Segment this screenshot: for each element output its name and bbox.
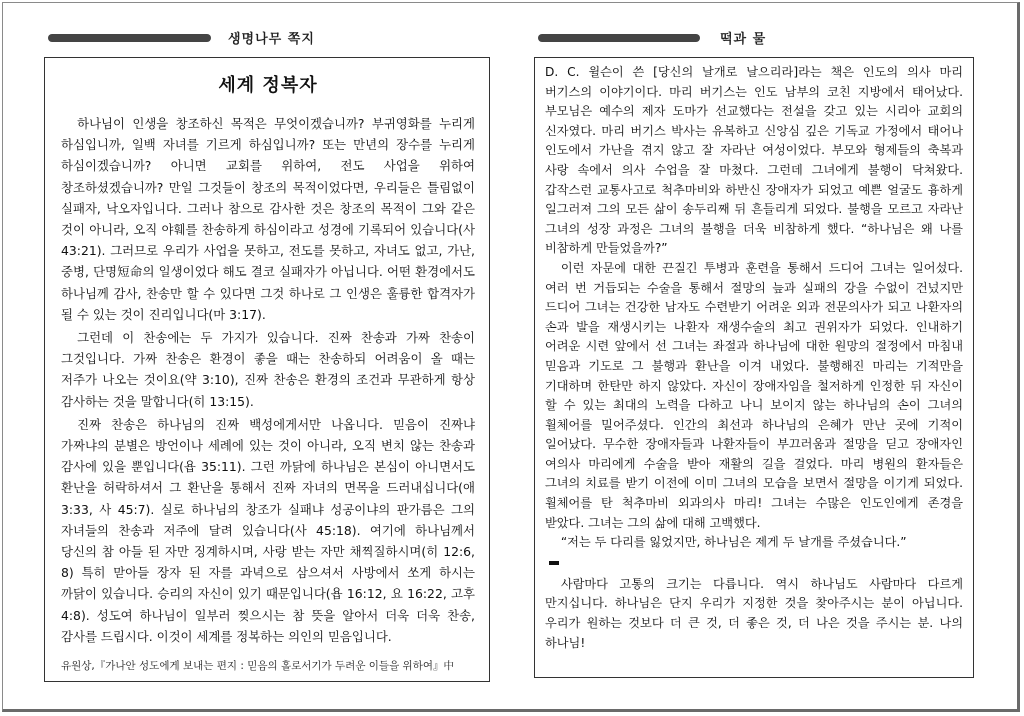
paragraph: 사람마다 고통의 크기는 다릅니다. 역시 하나님도 사람마다 다르게 만지십니다. 하나님은 단지 우리가 지정한 것을 찾아주시는 분이 아닙니다. 우리가 원하는 것보다 더 큰 것, 더 좋은 것, 더 나은 것을 주시는 분. 나의 하나님! [545, 576, 963, 650]
section-divider-mark [549, 561, 559, 565]
quote-paragraph: “저는 두 다리를 잃었지만, 하나님은 제게 두 날개를 주셨습니다.” [560, 535, 907, 550]
paragraph: 진짜 찬송은 하나님의 진짜 백성에게서만 나옵니다. 믿음이 진짜냐 가짜냐의 분별은 방언이나 세례에 있는 것이 아니라, 오직 변치 않는 찬송과 감사에 있을 뿐입니다(욥 35:11). 그런 까닭에 하나님은 본심이 아니면서도 환난을 허락하셔서 그 환난을 통해서 진짜 자녀의 면목을 드러내십니다(애 3:33, 사 45:7). 실로 하나님의 창조가 실패냐 성공이냐의 판가름은 그의 자녀들의 찬송과 저주에 달려 있습니다(사 45:18). 여기에 하나님께서 당신의 참 아들 된 자만 징계하시며, 사랑 받는 자만 채찍질하시며(히 12:6, 8) 특히 맏아들 장자 된 자를 과녁으로 삼으셔서 사방에서 쏘게 하시는 까닭이 있습니다. 승리의 자신이 있기 때문입니다(욥 16:12, 요 16:22, 고후 4:8). 성도여 하나님이 일부러 찢으시는 참 뜻을 알아서 더욱 더욱 찬송, 감사를 드립시다. 이것이 세계를 정복하는 의인의 믿음입니다. [61, 416, 475, 644]
left-header-title: 생명나무 쪽지 [228, 32, 315, 47]
article-title: 세계 정복자 [218, 75, 318, 96]
source-citation: 유원상,『가나안 성도에게 보내는 편지 : 믿음의 홀로서기가 두려운 이들을 위하여』中 [61, 660, 454, 672]
paragraph: 이런 자문에 대한 끈질긴 투병과 훈련을 통해서 드디어 그녀는 일어섰다. 여러 번 거듭되는 수술을 통해서 절망의 늪과 실패의 강을 수없이 건넜지만 드디어 그녀는 건강한 남자도 수련받기 어려운 외과 전문의사가 되고 나환자의 손과 발을 재생시키는 나환자 재생수술의 최고 권위자가 되었다. 인내하기 어려운 시련 앞에서 선 그녀는 좌절과 하나님에 대한 원망의 절정에서 마침내 믿음과 기도로 그 불행과 환난을 이겨 내었다. 불행해진 마리는 기적만을 기대하며 한탄만 하지 않았다. 자신이 장애자임을 철저하게 인정한 뒤 자신이 할 수 있는 최대의 노력을 다하고 나니 보이지 않는 하나님의 손이 그녀의 휠체어를 밀어주셨다. 인간의 최선과 하나님의 은혜가 만난 곳에 기적이 일어났다. 무수한 장애자들과 나환자들이 부끄러움과 절망을 딛고 장애자인 여의사 마리에게 수술을 받아 재활의 길을 걸었다. 마리 병원의 환자들은 그녀의 치료를 받기 이전에 이미 그녀의 모습을 보면서 절망을 이기게 되었다. 휠체어를 탄 척추마비 외과의사 마리! 그녀는 수많은 인도인에게 존경을 받았다. 그녀는 그의 삶에 대해 고백했다. [545, 260, 963, 530]
right-header-bar [538, 34, 700, 42]
paragraph: D. C. 윌슨이 쓴 [당신의 날개로 날으리라]라는 책은 인도의 의사 마리 버기스의 이야기이다. 마리 버기스는 인도 남부의 코친 지방에서 태어났다. 부모님은 예수의 제자 도마가 선교했다는 전설을 갖고 있는 시리아 교회의 신자였다. 마리 버기스 박사는 유복하고 신앙심 깊은 기독교 가정에서 태어나 인도에서 가난을 겪지 않고 잘 자라난 여성이었다. 부모와 형제들의 축복과 사랑 속에서 의사 수업을 잘 마쳤다. 그런데 그녀에게 불행이 닥쳐왔다. 갑작스런 교통사고로 척추마비와 하반신 장애자가 되었고 예쁜 얼굴도 흉하게 일그러져 그의 모든 삶이 송두리째 뒤 흔들리게 되었다. 불행을 모르고 자라난 그녀의 성장 과정은 그녀의 불행을 더욱 비참하게 했다. “하나님은 왜 나를 비참하게 만들었을까?” [545, 65, 963, 256]
right-article [534, 57, 974, 678]
right-header [0, 28, 1024, 48]
left-article [44, 57, 490, 682]
paragraph: 그런데 이 찬송에는 두 가지가 있습니다. 진짜 찬송과 가짜 찬송이 그것입니다. 가짜 찬송은 환경이 좋을 때는 찬송하되 어려움이 올 때는 저주가 나오는 것이요(약 3:10), 진짜 찬송은 환경의 조건과 무관하게 항상 감사하는 것을 말합니다(히 13:15). [61, 330, 475, 409]
right-header-title: 떡과 물 [720, 32, 767, 47]
paragraph: 하나님이 인생을 창조하신 목적은 무엇이겠습니까? 부귀영화를 누리게 하심입니까, 일백 자녀를 기르게 하심입니까? 또는 만년의 장수를 누리게 하심이겠습니까? 아니면 교회를 위하여, 전도 사업을 위하여 창조하셨겠습니까? 만일 그것들이 창조의 목적이었다면, 우리들은 틀림없이 실패자, 낙오자입니다. 그러나 참으로 감사한 것은 창조의 목적이 그와 같은 것이 아니라, 오직 야훼를 찬송하게 하심이라고 성경에 기록되어 있습니다(사 43:21). 그러므로 우리가 사업을 못하고, 전도를 못하고, 자녀도 없고, 가난, 중병, 단명短命의 일생이었다 해도 결코 실패자가 아닙니다. 어떤 환경에서도 하나님께 감사, 찬송만 할 수 있다면 그것 하나로 그 인생은 훌륭한 합격자가 될 수 있는 것이 진리입니다(마 3:17). [61, 116, 475, 322]
